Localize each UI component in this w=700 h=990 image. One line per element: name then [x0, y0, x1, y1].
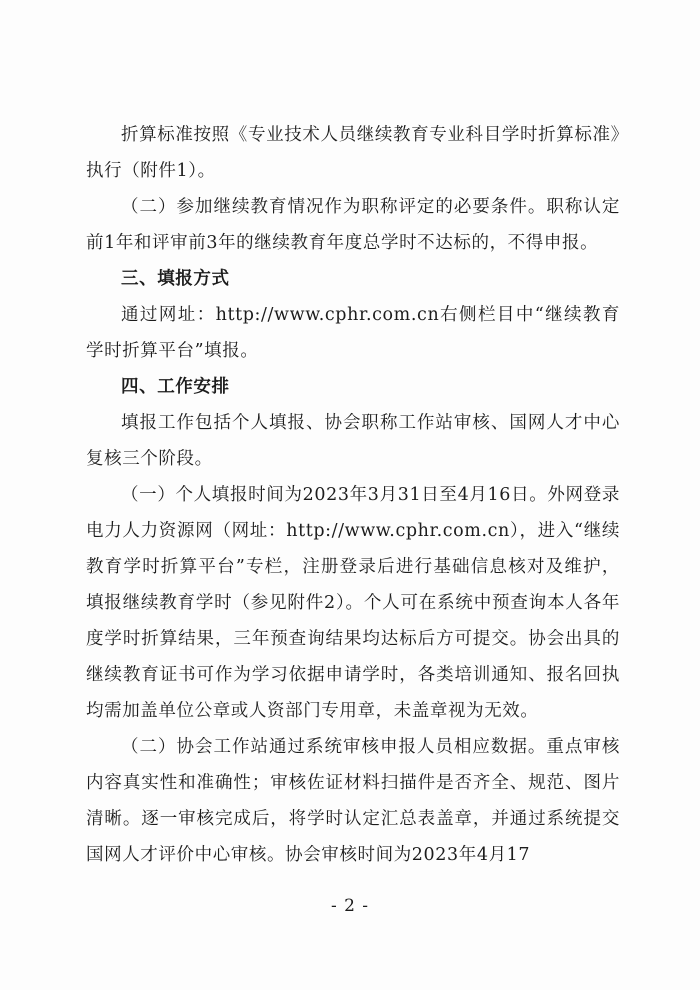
paragraph-requirement: （二）参加继续教育情况作为职称评定的必要条件。职称认定前1年和评审前3年的继续教育年度总学时不达标的，不得申报。 — [86, 197, 620, 253]
page-number: - 2 - — [330, 896, 370, 916]
paragraph-stages: 填报工作包括个人填报、协会职称工作站审核、国网人才中心复核三个阶段。 — [86, 413, 620, 469]
paragraph-association-review: （二）协会工作站通过系统审核申报人员相应数据。重点审核内容真实性和准确性；审核佐证材料扫描件是否齐全、规范、图片清晰。逐一审核完成后，将学时认定汇总表盖章，并通过系统提交国网人才评价中心审核。协会审核时间为2023年4月17 — [86, 737, 620, 865]
paragraph-individual-filing: （一）个人填报时间为2023年3月31日至4月16日。外网登录电力人力资源网（网址：http://www.cphr.com.cn），进入“继续教育学时折算平台”专栏，注册登录后进行基础信息核对及维护，填报继续教育学时（参见附件2）。个人可在系统中预查询本人各年度学时折算结果，三年预查询结果均达标后方可提交。协会出具的继续教育证书可作为学习依据申请学时，各类培训通知、报名回执均需加盖单位公章或人资部门专用章，未盖章视为无效。 — [86, 485, 620, 721]
heading-filing-method: 三、填报方式 — [121, 269, 230, 289]
paragraph-filing-url: 通过网址：http://www.cphr.com.cn右侧栏目中“继续教育学时折算平台”填报。 — [86, 305, 620, 361]
paragraph-conversion-standard: 折算标准按照《专业技术人员继续教育专业科目学时折算标准》执行（附件1）。 — [86, 125, 620, 181]
document-body — [86, 117, 620, 873]
heading-work-arrangement: 四、工作安排 — [121, 377, 230, 397]
